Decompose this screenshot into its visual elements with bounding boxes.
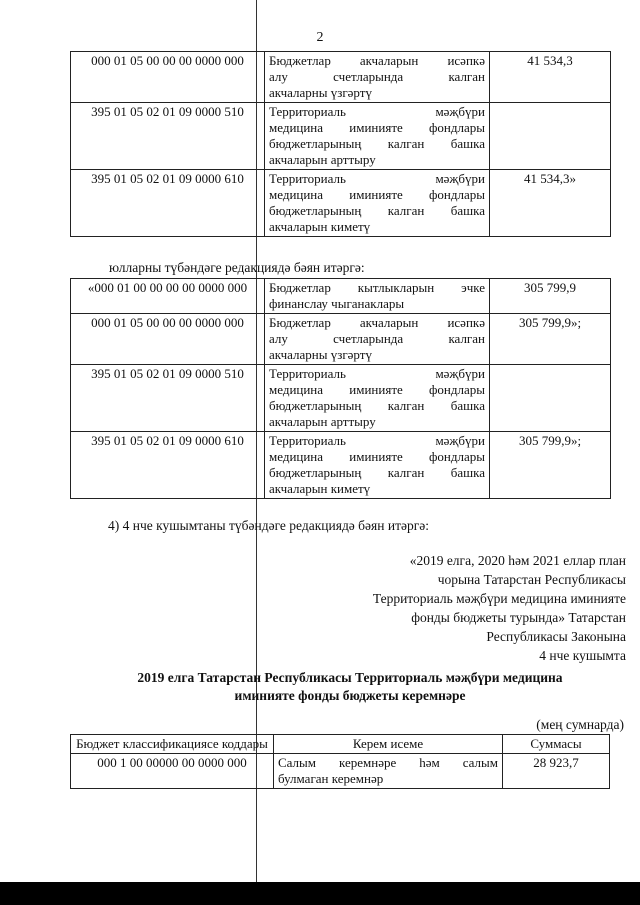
row-name-line: финанслау чыганаклары [269,296,405,311]
row-name [265,170,490,237]
row-name-line: акчаларын арттыру [269,152,376,167]
units-label: (мең сумнарда) [536,717,624,732]
table-row [71,754,610,789]
row-name-line: Территориаль мәҗбүри [269,433,485,448]
sources-table-new [70,278,611,499]
row-name [265,103,490,170]
row-name-line: Бюджетлар акчаларын исәпкә [269,315,485,330]
row-amount: 305 799,9»; [490,432,611,499]
row-name [265,314,490,365]
row-amount: 305 799,9 [490,279,611,314]
row-name-line: булмаган керемнәр [278,771,384,786]
row-name-line: акчаларын киметү [269,219,371,234]
row-code: 395 01 05 02 01 09 0000 510 [71,103,265,170]
paragraph-attachment-edit: 4) 4 нче кушымтаны түбәндәге редакциядә бәян итәргә: [108,518,429,533]
row-name-line: бюджетларының калган башка [269,203,485,218]
row-name-line: Салым керемнәре һәм салым [278,755,498,770]
row-name [265,279,490,314]
header-amount: Суммасы [503,735,610,754]
sources-table-old [70,51,611,237]
row-code: 395 01 05 02 01 09 0000 510 [71,365,265,432]
row-name-line: медицина иминияте фондлары [269,382,485,397]
table-row [71,103,611,170]
row-amount: 41 534,3» [490,170,611,237]
table-row [71,52,611,103]
row-code: 395 01 05 02 01 09 0000 610 [71,170,265,237]
row-name-line: медицина иминияте фондлары [269,187,485,202]
row-name-line: бюджетларының калган башка [269,398,485,413]
row-name-line: бюджетларының калган башка [269,465,485,480]
row-name [274,754,503,789]
row-name-line: акчаларны үзгәртү [269,347,372,362]
row-code: 000 01 05 00 00 00 0000 000 [71,52,265,103]
document-title [70,669,630,705]
row-name-line: Территориаль мәҗбүри [269,366,485,381]
row-name-line: Территориаль мәҗбүри [269,171,485,186]
row-amount: 41 534,3 [490,52,611,103]
row-name [265,365,490,432]
table-row [71,365,611,432]
row-code: 395 01 05 02 01 09 0000 610 [71,432,265,499]
row-name-line: Бюджетлар кытлыкларын эчке [269,280,485,295]
row-name-line: Территориаль мәҗбүри [269,104,485,119]
row-amount: 28 923,7 [503,754,610,789]
row-name-line: акчаларын киметү [269,481,371,496]
attachment-line: Территориаль мәҗбүри медицина иминияте [372,591,626,606]
row-name-line: Бюджетлар акчаларын исәпкә [269,53,485,68]
table-row [71,279,611,314]
attachment-line: Республикасы Законына [486,629,626,644]
table-row [71,170,611,237]
row-amount: 305 799,9»; [490,314,611,365]
revenue-table [70,734,610,789]
row-name-line: акчаларын арттыру [269,414,376,429]
scan-bottom-edge [0,882,640,905]
attachment-line: 4 нче кушымта [539,648,626,663]
table-row [71,314,611,365]
title-line: иминияте фонды бюджеты керемнәре [234,688,466,703]
row-name-line: бюджетларының калган башка [269,136,485,151]
paragraph-lines-edit: юлларны түбәндәге редакциядә бәян итәргә: [109,260,365,275]
row-amount [490,365,611,432]
row-name-line: акчаларны үзгәртү [269,85,372,100]
row-name-line: алу счетларында калган [269,331,485,346]
row-code: 000 1 00 00000 00 0000 000 [71,754,274,789]
attachment-heading [296,551,626,665]
header-code: Бюджет классификациясе коддары [71,735,274,754]
table-header-row [71,735,610,754]
attachment-line: «2019 елга, 2020 һәм 2021 еллар план [409,553,626,568]
row-amount [490,103,611,170]
header-name: Керем исеме [274,735,503,754]
table-row [71,432,611,499]
attachment-line: чорына Татарстан Республикасы [437,572,626,587]
row-name-line: медицина иминияте фондлары [269,449,485,464]
row-name-line: медицина иминияте фондлары [269,120,485,135]
row-name [265,432,490,499]
page-number: 2 [316,30,324,45]
title-line: 2019 елга Татарстан Республикасы Территориаль мәҗбүри медицина [137,670,563,685]
row-name-line: алу счетларында калган [269,69,485,84]
row-code: 000 01 05 00 00 00 0000 000 [71,314,265,365]
attachment-line: фонды бюджеты турында» Татарстан [411,610,626,625]
row-name [265,52,490,103]
row-code: «000 01 00 00 00 00 0000 000 [71,279,265,314]
